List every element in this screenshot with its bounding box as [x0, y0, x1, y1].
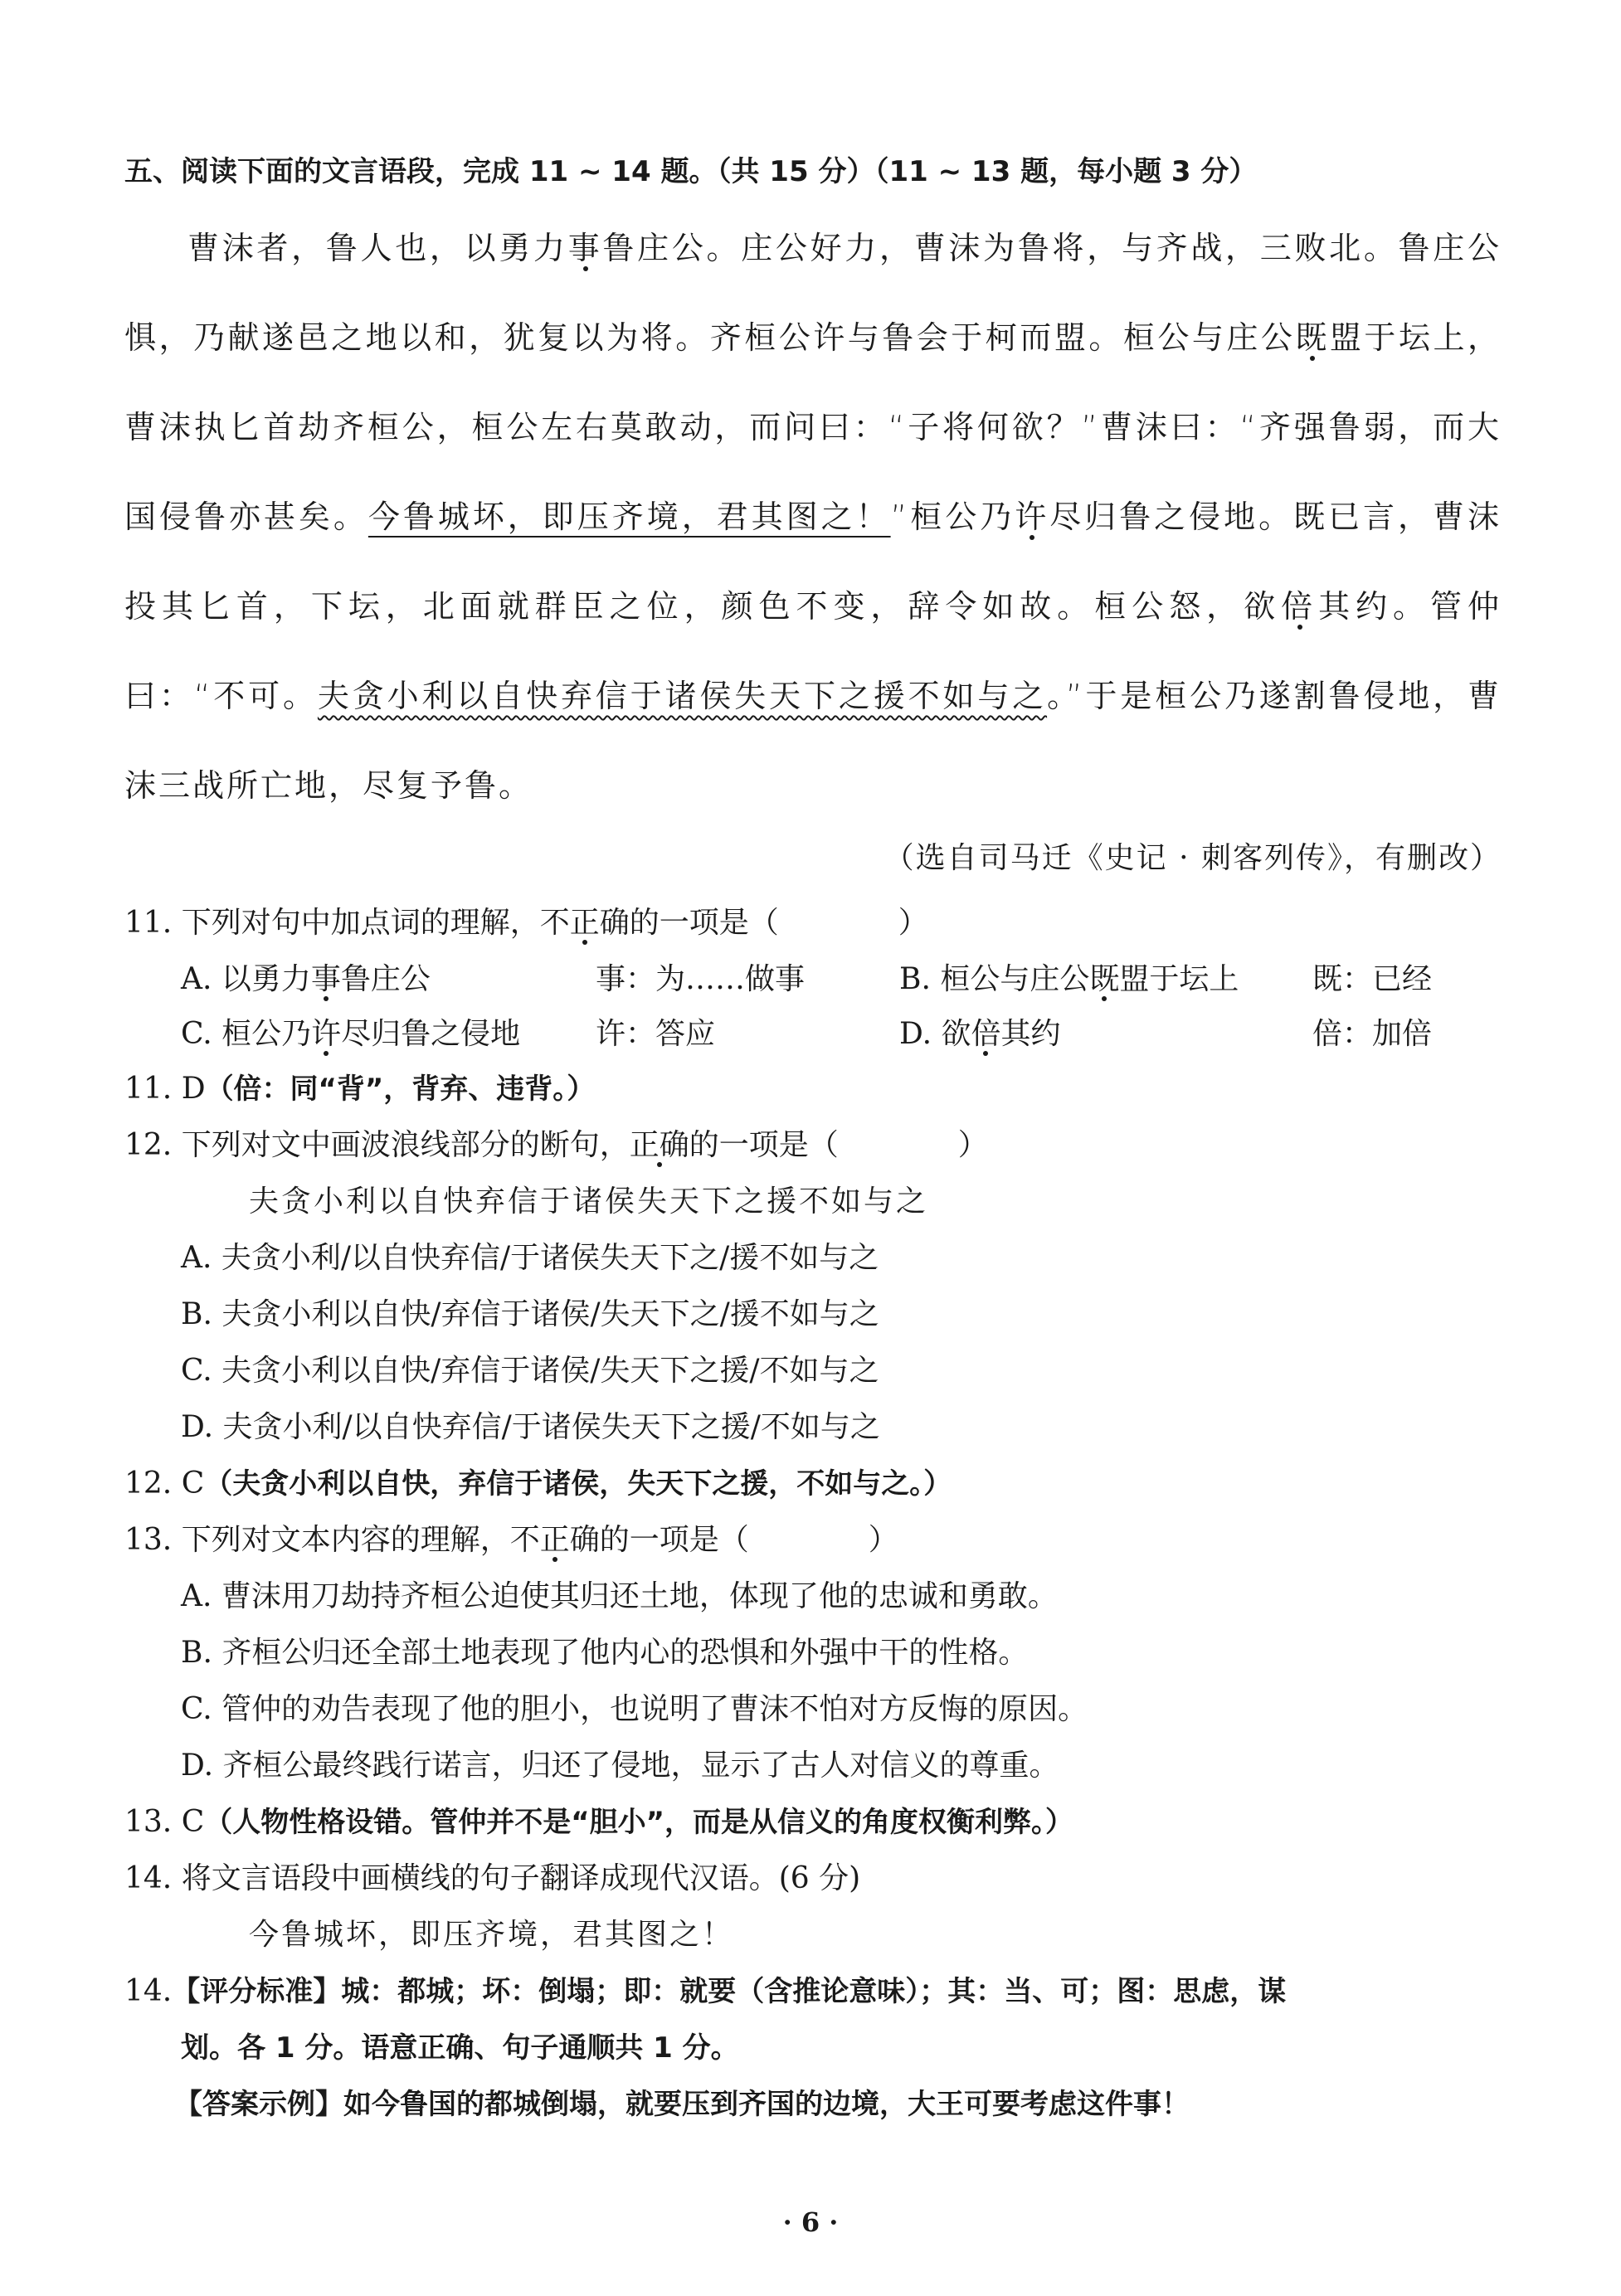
q13-option-c: C. 管仲的劝告表现了他的胆小，也说明了曹沫不怕对方反悔的原因。: [181, 1692, 1088, 1726]
q11-option-d: D. 欲倍其约: [899, 1017, 1061, 1051]
q11-option-a-gloss: 事：为……做事: [596, 962, 806, 996]
q12-emphasis: 正确: [629, 1128, 689, 1162]
question-12-stem: 12. 下列对文中画波浪线部分的断句，正确的一项是（ ）: [124, 1128, 988, 1162]
dotted-word-bei: 倍: [1281, 588, 1319, 625]
q11-option-c: C. 桓公乃许尽归鲁之侵地: [181, 1017, 521, 1051]
page-number: · 6 ·: [782, 2206, 839, 2238]
passage-text-5: 尽归鲁之侵地。既已言，曹沫投其匕首，下坛，北面就群臣之位，颜色不变，辞令如故。桓公怒，欲: [124, 499, 1502, 625]
q14-criteria-line-1: 14.【评分标准】城：都城；坏：倒塌；即：就要（含推论意味）；其：当、可；图：思虑，谋: [124, 1974, 1287, 2008]
q12-option-c: C. 夫贪小利以自快/弃信于诸侯/失天下之援/不如与之: [181, 1354, 879, 1388]
q11-option-d-gloss: 倍：加倍: [1312, 1017, 1433, 1051]
q11-option-c-gloss: 许：答应: [596, 1017, 716, 1051]
q13-emphasis: 不正确: [509, 1523, 600, 1557]
q14-sentence: 今鲁城坏，即压齐境，君其图之！: [249, 1918, 735, 1952]
passage-text-6: 其约。管仲曰：“不可。: [124, 588, 1502, 714]
question-13-stem: 13. 下列对文本内容的理解，不正确的一项是（ ）: [124, 1523, 898, 1557]
passage-text-4: ”桓公乃: [890, 499, 1015, 535]
q13-option-b: B. 齐桓公归还全部土地表现了他内心的恐惧和外强中干的性格。: [181, 1636, 1029, 1670]
q11-option-b-gloss: 既：已经: [1312, 962, 1433, 996]
q11-option-a: A. 以勇力事鲁庄公: [181, 962, 431, 996]
q12-option-d: D. 夫贪小利/以自快弃信/于诸侯失天下之援/不如与之: [181, 1410, 880, 1444]
q12-sentence: 夫贪小利以自快弃信于诸侯失天下之援不如与之: [249, 1184, 929, 1219]
underlined-sentence: 今鲁城坏，即压齐境，君其图之！: [368, 499, 891, 535]
passage-text-3: 盟于坛上，曹沫执匕首劫齐桓公，桓公左右莫敢动，而问曰：“子将何欲？”曹沫曰：“齐强鲁弱，而大国侵鲁亦甚矣。: [124, 319, 1502, 535]
q12-option-b: B. 夫贪小利以自快/弃信于诸侯/失天下之/援不如与之: [181, 1297, 879, 1331]
passage-source: （选自司马迁《史记 · 刺客列传》，有删改）: [884, 841, 1502, 875]
q11-emphasis: 不正确: [539, 906, 630, 940]
dotted-word-xu: 许: [1015, 499, 1050, 535]
q11-answer: 11. D（倍：同“背”，背弃、违背。）: [124, 1072, 596, 1106]
wavy-underlined-sentence: 夫贪小利以自快弃信于诸侯失天下之援不如与之: [317, 678, 1048, 714]
dotted-word-ji: 既: [1295, 319, 1330, 356]
passage-text-2: 鲁庄公。庄公好力，曹沫为鲁将，与齐战，三败北。鲁庄公惧，乃献遂邑之地以和，犹复以为将。齐桓公许与鲁会于柯而盟。桓公与庄公: [124, 230, 1502, 356]
q11-option-b: B. 桓公与庄公既盟于坛上: [899, 962, 1239, 996]
q12-option-a: A. 夫贪小利/以自快弃信/于诸侯失天下之/援不如与之: [181, 1241, 879, 1275]
question-14-prompt: 14. 将文言语段中画横线的句子翻译成现代汉语。(6 分): [124, 1861, 861, 1895]
q14-criteria-line-2: 划。各 1 分。语意正确、句子通顺共 1 分。: [181, 2031, 739, 2065]
passage-text-1: 曹沫者，鲁人也，以勇力: [187, 230, 568, 266]
section-title: 五、阅读下面的文言语段，完成 11 ~ 14 题。（共 15 分）（11 ~ 13 题，每小题 3 分）: [124, 155, 1258, 188]
q13-option-a: A. 曹沫用刀劫持齐桓公迫使其归还土地，体现了他的忠诚和勇敢。: [181, 1579, 1058, 1613]
question-11-stem: 11. 下列对句中加点词的理解，不正确的一项是（ ）: [124, 906, 928, 940]
q14-answer-example: 【答案示例】如今鲁国的都城倒塌，就要压到齐国的边境，大王可要考虑这件事！: [174, 2088, 1190, 2121]
passage-text-7: 。”于是桓公乃遂割鲁侵地，曹沫三战所亡地，尽复予鲁。: [124, 678, 1502, 804]
q13-option-d: D. 齐桓公最终践行诺言，归还了侵地，显示了古人对信义的尊重。: [181, 1749, 1059, 1783]
classical-passage: [124, 203, 1502, 830]
q12-answer: 12. C（夫贪小利以自快，弃信于诸侯，失天下之援，不如与之。）: [124, 1467, 952, 1501]
q13-answer: 13. C（人物性格设错。管仲并不是“胆小”，而是从信义的角度权衡利弊。）: [124, 1805, 1073, 1839]
dotted-word-shi: 事: [567, 230, 603, 266]
